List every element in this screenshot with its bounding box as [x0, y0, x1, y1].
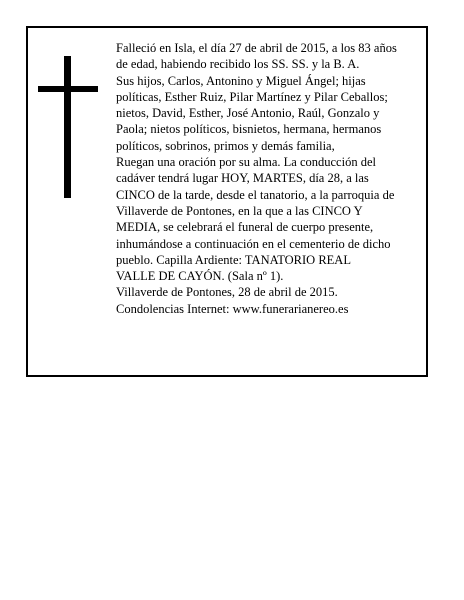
notice-line: Villaverde de Pontones, en la que a las CINCO Y [116, 203, 363, 218]
notice-line: Sus hijos, Carlos, Antonino y Miguel Ángel; hijas [116, 73, 366, 88]
latin-cross-icon [38, 56, 98, 198]
notice-line: pueblo. Capilla Ardiente: TANATORIO REAL [116, 252, 351, 267]
notice-line: CINCO de la tarde, desde el tanatorio, a la parroquia de [116, 187, 395, 202]
cross-horizontal-bar [38, 86, 98, 92]
cross-vertical-bar [64, 56, 71, 198]
notice-line: MEDIA, se celebrará el funeral de cuerpo presente, [116, 220, 374, 235]
notice-line: Paola; nietos políticos, bisnietos, hermana, hermanos [116, 122, 382, 137]
notice-line: políticos, sobrinos, primos y demás familia, [116, 138, 335, 153]
notice-line: Condolencias Internet: www.funerarianereo.es [116, 301, 349, 316]
notice-line: nietos, David, Esther, José Antonio, Raúl, Gonzalo y [116, 106, 380, 121]
notice-line: de edad, habiendo recibido los SS. SS. y la B. A. [116, 57, 360, 72]
notice-line: Falleció en Isla, el día 27 de abril de 2015, a los 83 años [116, 41, 397, 55]
notice-line: políticas, Esther Ruiz, Pilar Martínez y Pilar Ceballos; [116, 89, 388, 104]
notice-line: VALLE DE CAYÓN. (Sala nº 1). [116, 269, 284, 284]
notice-line: Villaverde de Pontones, 28 de abril de 2015. [116, 285, 338, 300]
notice-line: inhumándose a continuación en el cementerio de dicho [116, 236, 391, 251]
notice-line: cadáver tendrá lugar HOY, MARTES, día 28, a las [116, 171, 369, 186]
notice-text [116, 40, 426, 317]
obituary-notice [26, 26, 428, 377]
notice-line: Ruegan una oración por su alma. La conducción del [116, 155, 376, 170]
